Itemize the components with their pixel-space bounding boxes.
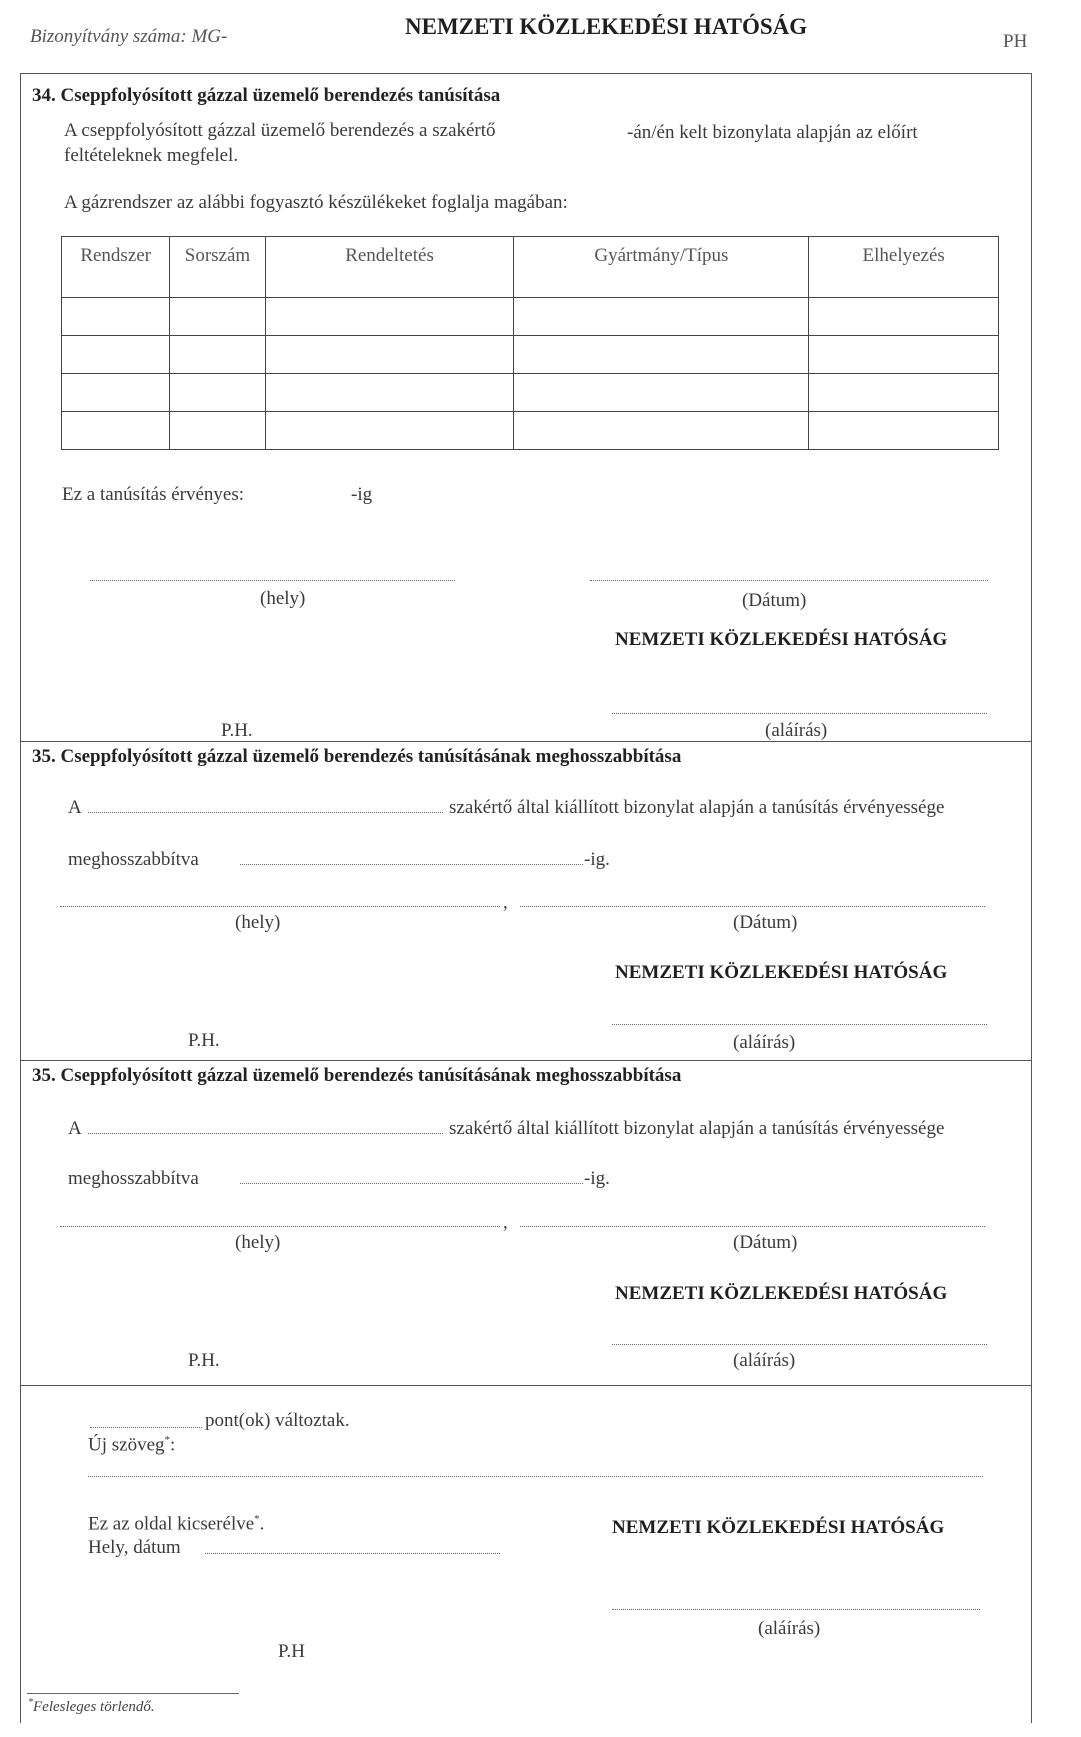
table-cell[interactable]: [62, 412, 170, 450]
table-cell[interactable]: [62, 298, 170, 336]
page-replaced-text: Ez az oldal kicserélve*.: [88, 1513, 265, 1535]
table-row: [62, 336, 999, 374]
section34-ph: P.H.: [221, 720, 253, 741]
section35b-comma: ,: [503, 1212, 508, 1233]
table-cell[interactable]: [265, 412, 514, 450]
consumers-table: [61, 236, 999, 450]
header-cell-location: Elhelyezés: [862, 245, 945, 266]
extended-until-field[interactable]: [240, 1183, 583, 1184]
section35b-date-label: (Dátum): [733, 1232, 798, 1253]
table-cell[interactable]: [265, 336, 514, 374]
signature-line[interactable]: [612, 713, 987, 714]
section35b-title: 35. Cseppfolyósított gázzal üzemelő berendezés tanúsításának meghosszabbítása: [32, 1065, 682, 1086]
section34-authority: NEMZETI KÖZLEKEDÉSI HATÓSÁG: [615, 629, 948, 650]
place-date-label: Hely, dátum: [88, 1537, 181, 1558]
place-line[interactable]: [90, 580, 455, 581]
section35a-line1-start: A: [68, 797, 82, 818]
table-cell[interactable]: [62, 374, 170, 412]
section34-text-right: -án/én kelt bizonylata alapján az előírt: [627, 122, 918, 143]
section35b-line1-start: A: [68, 1118, 82, 1139]
table-cell[interactable]: [265, 374, 514, 412]
header-cell-purpose: Rendeltetés: [345, 245, 434, 266]
signature-line[interactable]: [612, 1344, 987, 1345]
section35b-signature-label: (aláírás): [733, 1350, 796, 1371]
table-cell[interactable]: [514, 298, 809, 336]
consumers-text: A gázrendszer az alábbi fogyasztó készülékeket foglalja magában:: [64, 192, 568, 213]
section35a-title: 35. Cseppfolyósított gázzal üzemelő berendezés tanúsításának meghosszabbítása: [32, 746, 682, 767]
header-cell-system: Rendszer: [80, 245, 152, 266]
place-label: (hely): [260, 588, 306, 609]
table-cell[interactable]: [514, 412, 809, 450]
section-divider: [20, 1060, 1031, 1061]
footnote-divider: [27, 1693, 239, 1694]
table-cell[interactable]: [809, 336, 999, 374]
section34-text-left: A cseppfolyósított gázzal üzemelő berendezés a szakértő: [64, 120, 496, 141]
section35a-authority: NEMZETI KÖZLEKEDÉSI HATÓSÁG: [615, 962, 948, 983]
table-cell[interactable]: [170, 298, 265, 336]
expert-field[interactable]: [88, 1133, 443, 1134]
changes-signature-label: (aláírás): [758, 1618, 821, 1639]
table-cell[interactable]: [265, 298, 514, 336]
section34-title: 34. Cseppfolyósított gázzal üzemelő berendezés tanúsítása: [32, 85, 501, 106]
date-line[interactable]: [590, 580, 988, 581]
table-row: [62, 298, 999, 336]
section35a-comma: ,: [503, 892, 508, 913]
section35b-ph: P.H.: [188, 1350, 220, 1371]
table-cell[interactable]: [62, 336, 170, 374]
section35a-date-label: (Dátum): [733, 912, 798, 933]
table-cell[interactable]: [514, 336, 809, 374]
validity-label: Ez a tanúsítás érvényes:: [62, 484, 245, 505]
changes-ph: P.H: [278, 1641, 305, 1662]
section34-signature-label: (aláírás): [765, 720, 828, 741]
frame-top-line: [20, 73, 1031, 74]
table-cell[interactable]: [809, 412, 999, 450]
section34-text-line2: feltételeknek megfelel.: [64, 145, 239, 166]
new-text-field[interactable]: [88, 1476, 983, 1477]
section35b-line2-start: meghosszabbítva: [68, 1168, 199, 1189]
table-cell[interactable]: [170, 374, 265, 412]
points-changed-text: pont(ok) változtak.: [205, 1410, 350, 1431]
extended-until-field[interactable]: [240, 864, 583, 865]
header-authority: NEMZETI KÖZLEKEDÉSI HATÓSÁG: [405, 14, 808, 39]
header-cell-number: Sorszám: [184, 245, 251, 266]
table-row: [62, 374, 999, 412]
section35b-line1-end: szakértő által kiállított bizonylat alapján a tanúsítás érvényessége: [449, 1118, 945, 1139]
table-cell[interactable]: [809, 298, 999, 336]
date-line[interactable]: [520, 906, 985, 907]
place-line[interactable]: [60, 906, 500, 907]
section35a-place-label: (hely): [235, 912, 281, 933]
cert-number-label: Bizonyítvány száma: MG-: [30, 26, 228, 47]
place-line[interactable]: [60, 1226, 500, 1227]
table-cell[interactable]: [809, 374, 999, 412]
section35a-line2-start: meghosszabbítva: [68, 849, 199, 870]
signature-line[interactable]: [612, 1024, 987, 1025]
section35b-place-label: (hely): [235, 1232, 281, 1253]
section35b-line2-end: -ig.: [584, 1168, 610, 1189]
place-date-field[interactable]: [205, 1553, 500, 1554]
table-cell[interactable]: [170, 412, 265, 450]
new-text-label: Új szöveg*:: [88, 1434, 176, 1456]
table-cell[interactable]: [514, 374, 809, 412]
changes-authority: NEMZETI KÖZLEKEDÉSI HATÓSÁG: [612, 1517, 945, 1538]
signature-line[interactable]: [612, 1609, 980, 1610]
section35a-line1-end: szakértő által kiállított bizonylat alapján a tanúsítás érvényessége: [449, 797, 945, 818]
table-row: [62, 412, 999, 450]
expert-field[interactable]: [88, 812, 443, 813]
header-ph-mark: PH: [1003, 31, 1028, 52]
section-divider: [20, 741, 1031, 742]
footnote: *Felesleges törlendő.: [28, 1697, 155, 1715]
section35a-signature-label: (aláírás): [733, 1032, 796, 1053]
date-label: (Dátum): [742, 590, 807, 611]
section35a-line2-end: -ig.: [584, 849, 610, 870]
changed-points-field[interactable]: [90, 1427, 202, 1428]
validity-suffix: -ig: [351, 484, 373, 505]
section35b-authority: NEMZETI KÖZLEKEDÉSI HATÓSÁG: [615, 1283, 948, 1304]
date-line[interactable]: [520, 1226, 985, 1227]
section-divider: [20, 1385, 1031, 1386]
header-cell-make-type: Gyártmány/Típus: [594, 245, 729, 266]
table-cell[interactable]: [170, 336, 265, 374]
section35a-ph: P.H.: [188, 1030, 220, 1051]
